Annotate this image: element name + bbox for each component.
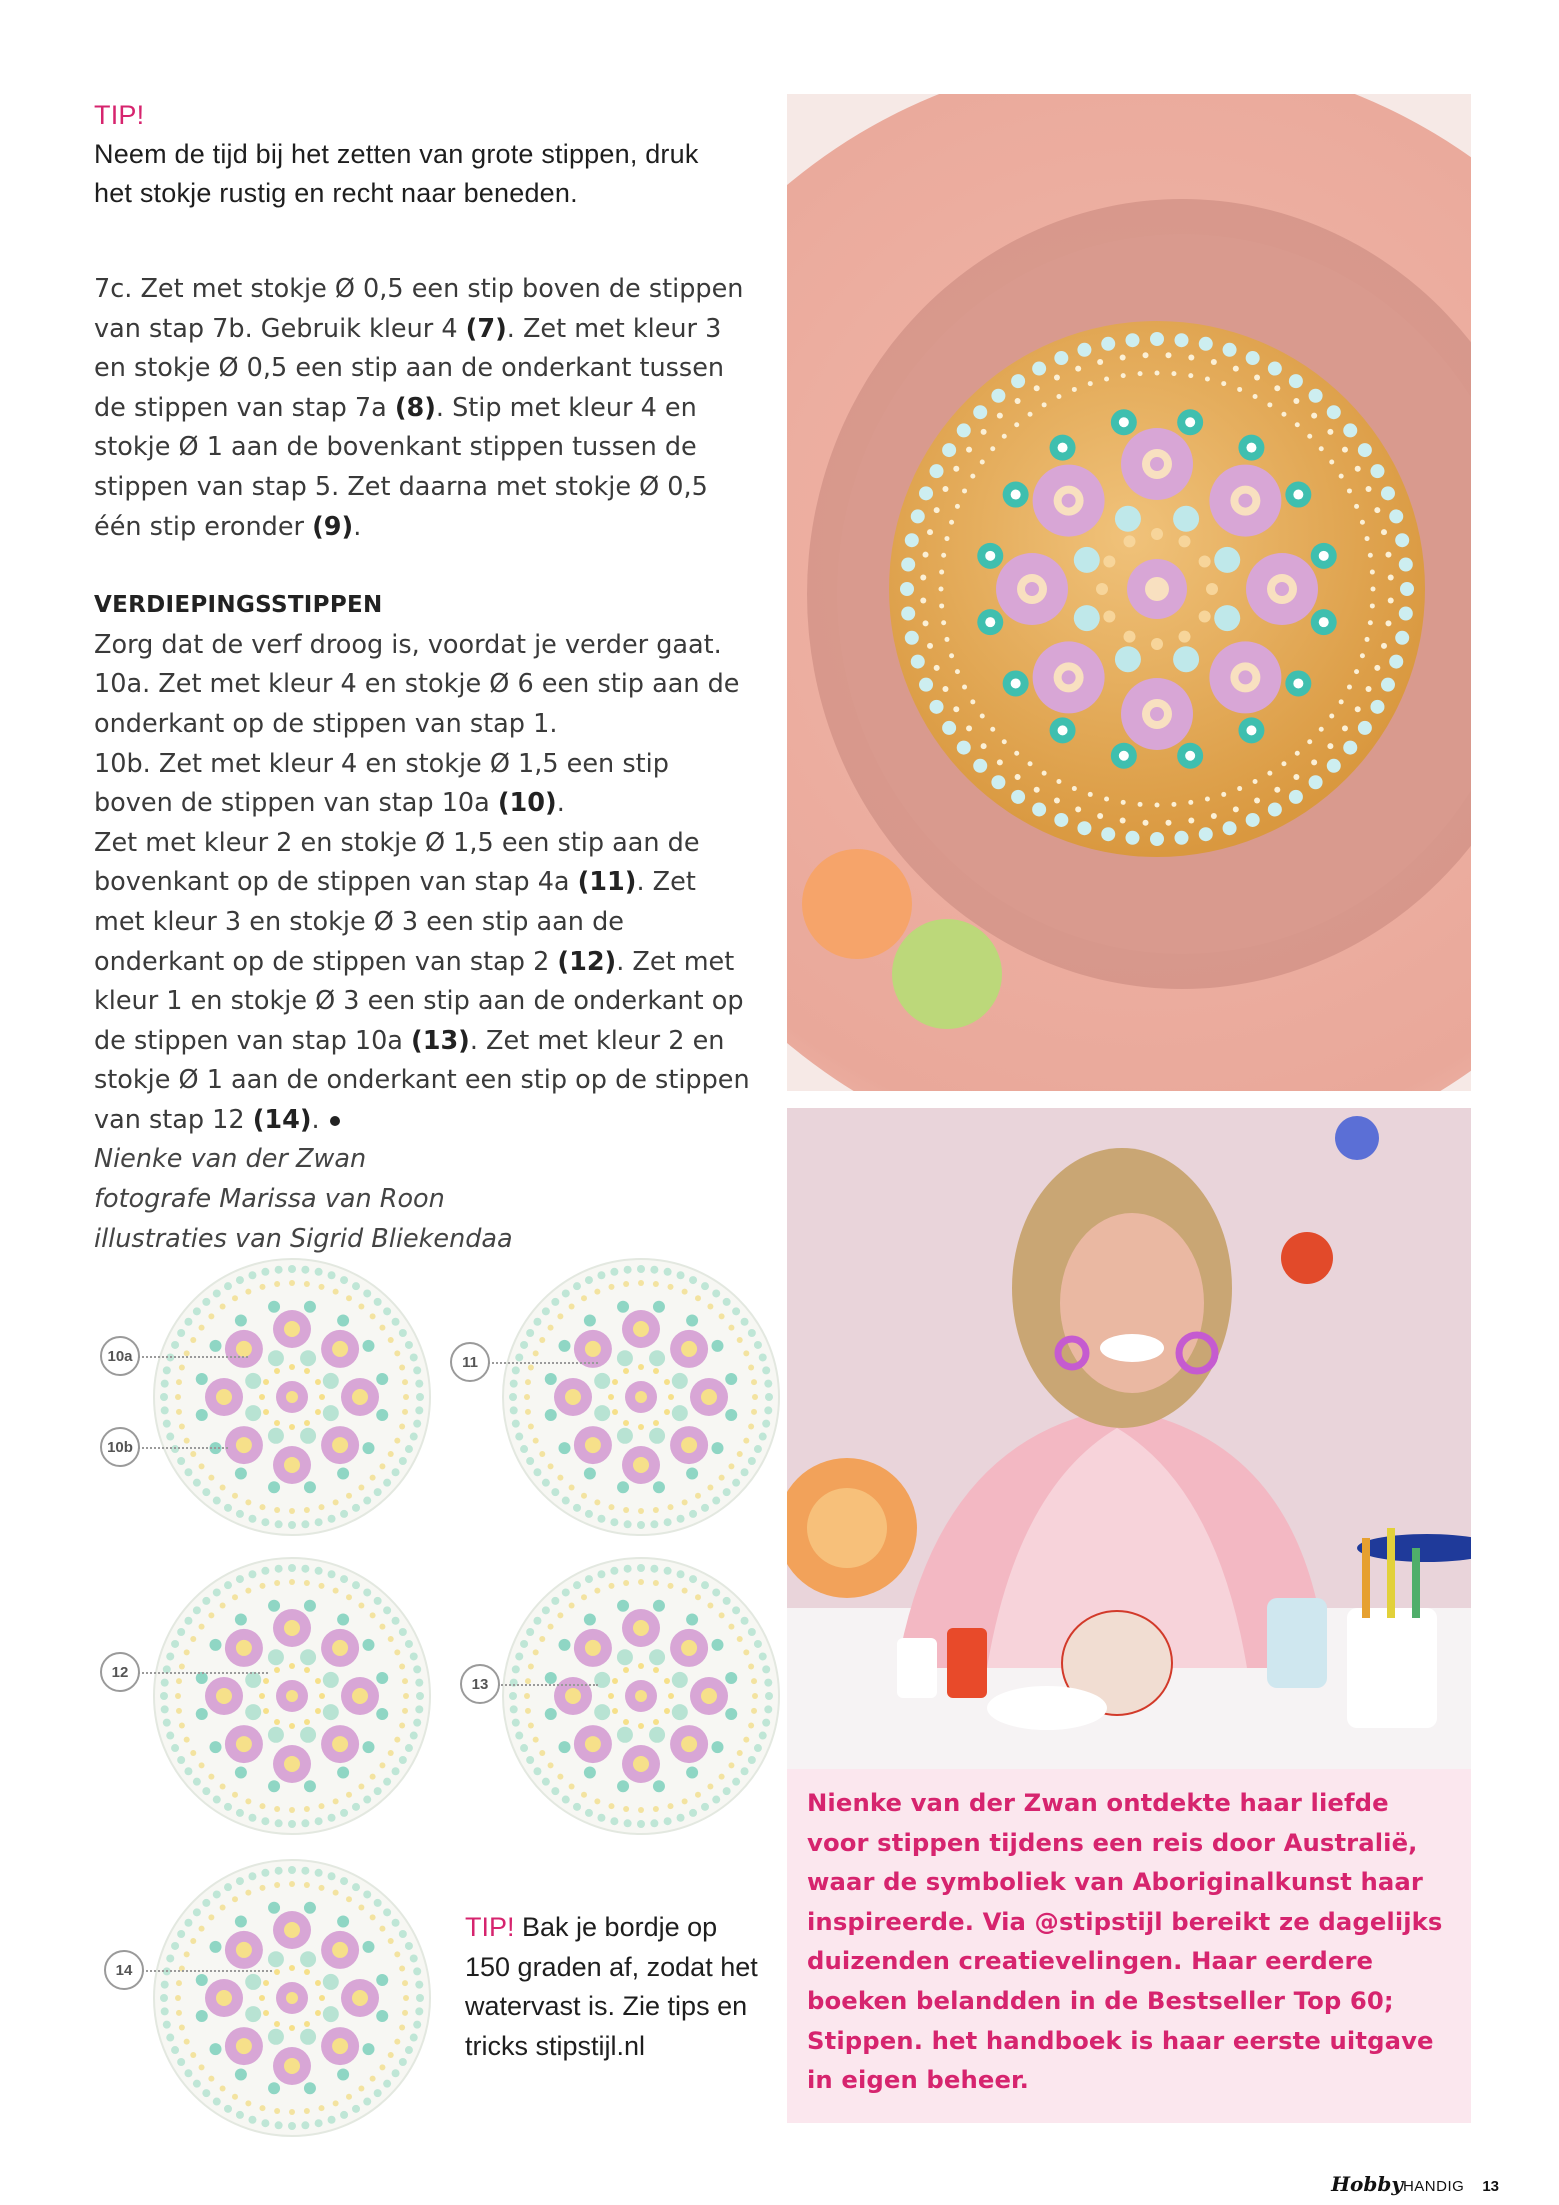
- leader-11: [488, 1362, 598, 1364]
- credit-author: Nienke van der Zwan: [94, 1144, 367, 1175]
- tip-text: Neem de tijd bij het zetten van grote stippen, druk het stokje rustig en recht naar beneden.: [94, 139, 699, 208]
- tip-text: Bak je bordje op 150 graden af, zodat het watervast is. Zie tips en tricks stipstijl.nl: [465, 1912, 758, 2061]
- tip-bottom: [465, 1908, 765, 2066]
- bio-box: [787, 1769, 1471, 2123]
- end-bullet: [330, 1116, 340, 1126]
- callout-10a: 10a: [100, 1336, 140, 1376]
- callout-13: 13: [460, 1664, 500, 1704]
- bio-text: Nienke van der Zwan ontdekte haar liefde voor stippen tijdens een reis door Australië, waar de symboliek van Aboriginalkunst haar inspireerde. Via @stipstijl bereikt ze dagelijks duizenden creatievelingen. Haar eerdere boeken belandden in de Bestseller Top 60; Stippen. het handboek is haar eerste uitgave in eigen beheer.: [807, 1788, 1443, 2095]
- callout-12: 12: [100, 1652, 140, 1692]
- section-heading: VERDIEPINGSSTIPPEN: [94, 592, 383, 619]
- footer: [1331, 2172, 1499, 2196]
- step-7c: 7c. Zet met stokje Ø 0,5 een stip boven de stippen van stap 7b. Gebruik kleur 4 (7). Zet met kleur 3 en stokje Ø 0,5 een stip aan de onderkant tussen de stippen van stap 7a (8). Stip met kleur 4 en stokje Ø 1 aan de bovenkant stippen tussen de stippen van stap 5. Zet daarna met stokje Ø 0,5 één stip eronder (9).: [94, 274, 744, 542]
- paragraph-dry: Zorg dat de verf droog is, voordat je verder gaat.: [94, 629, 722, 660]
- page-number: 13: [1482, 2178, 1499, 2195]
- callout-10b: 10b: [100, 1427, 140, 1467]
- tip-label: TIP!: [94, 100, 145, 130]
- leader-12: [138, 1672, 268, 1674]
- author-photo: [787, 1108, 1471, 1769]
- author-photo-illustration: [787, 1108, 1471, 1769]
- step-10b: 10b. Zet met kleur 4 en stokje Ø 1,5 een stip boven de stippen van stap 10a (10).: [94, 748, 669, 819]
- callout-11: 11: [450, 1342, 490, 1382]
- credit-photographer: fotografe Marissa van Roon: [94, 1184, 445, 1215]
- credit-illustrator: illustraties van Sigrid Bliekendaa: [94, 1223, 513, 1254]
- diagram-12: [150, 1554, 434, 1838]
- callout-14: 14: [104, 1950, 144, 1990]
- leader-14: [142, 1970, 272, 1972]
- plate-photo-illustration: [787, 94, 1471, 1091]
- step-10a: 10a. Zet met kleur 4 en stokje Ø 6 een stip aan de onderkant op de stippen van stap 1.: [94, 669, 740, 739]
- tip-top: [94, 96, 734, 213]
- steps-11-14: Zet met kleur 2 en stokje Ø 1,5 een stip aan de bovenkant op de stippen van stap 4a (11). Zet met kleur 3 en stokje Ø 3 een stip aan de onderkant op de stippen van stap 2 (12). Zet met kleur 1 en stokje Ø 3 een stip aan de onderkant op de stippen van stap 10a (13). Zet met kleur 2 en stokje Ø 1 aan de onderkant een stip op de stippen van stap 12 (14).: [94, 827, 750, 1135]
- tip-label: TIP!: [465, 1912, 515, 1942]
- diagram-14: [150, 1856, 434, 2140]
- leader-10a: [138, 1356, 248, 1358]
- diagram-13: [499, 1554, 783, 1838]
- diagram-11: [499, 1255, 783, 1539]
- brand-sub: HANDIG: [1402, 2178, 1465, 2195]
- diagram-10: [150, 1255, 434, 1539]
- leader-10b: [138, 1447, 228, 1449]
- instructions: [94, 270, 754, 1259]
- leader-13: [498, 1684, 598, 1686]
- brand-logo: Hobby: [1331, 2172, 1403, 2196]
- plate-photo: [787, 94, 1471, 1091]
